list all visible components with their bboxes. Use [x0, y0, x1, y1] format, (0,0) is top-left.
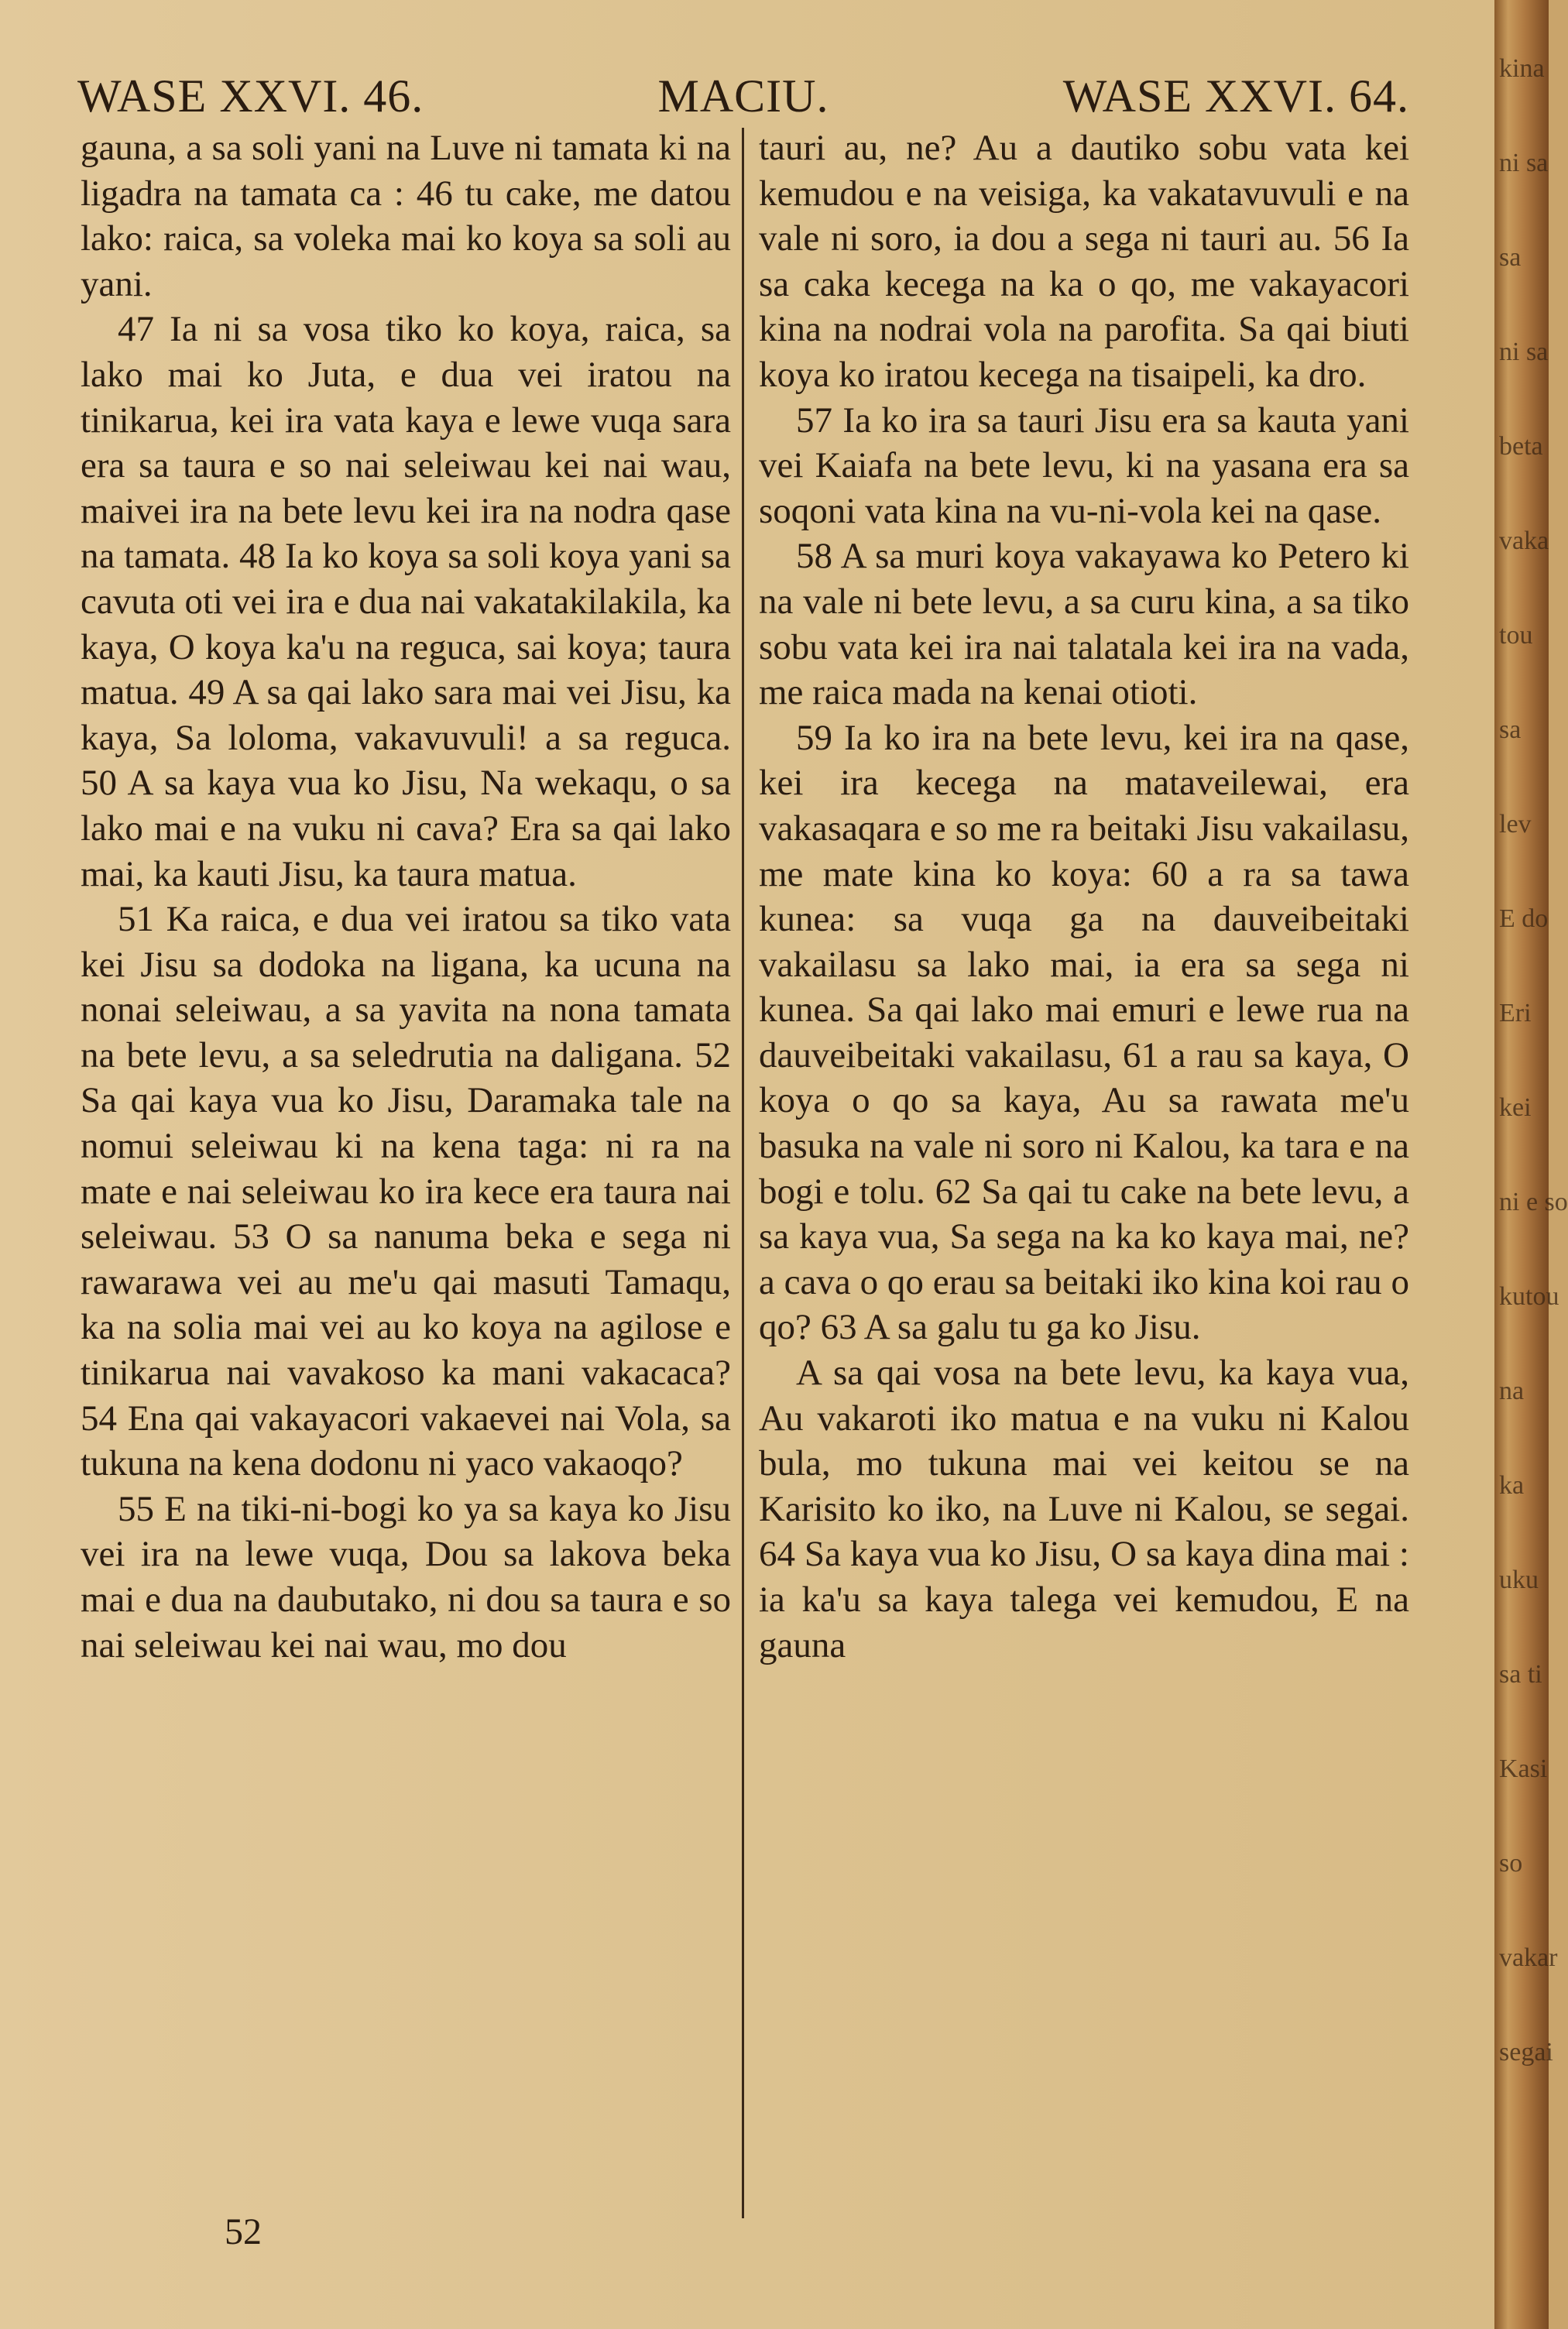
edge-fragment: sa ti [1499, 1660, 1542, 1689]
edge-fragment: beta [1499, 432, 1543, 461]
edge-fragment: ni sa [1499, 149, 1549, 177]
header-left: WASE XXVI. 46. [77, 70, 424, 122]
edge-fragment: uku [1499, 1566, 1539, 1594]
paragraph: 59 Ia ko ira na bete levu, kei ira na qase, kei ira kecega na mataveilewai, era vakasaqara e so me ra beitaki Jisu vakailasu, me mate kina ko koya: 60 a ra sa tawa kunea: sa vuqa ga na dauveibeitaki vakailasu sa lako mai, ia era sa sega ni kunea. Sa qai lako mai emuri e lewe rua na dauveibeitaki vakailasu, 61 a rau sa kaya, O koya o qo sa kaya, Au sa rawata me'u basuka na vale ni soro ni Kalou, ka tara e na bogi e tolu. 62 Sa qai tu cake na bete levu, a sa kaya vua, Sa sega na ka ko kaya mai, ne? a cava o qo erau sa beitaki iko kina koi rau o qo? 63 A sa galu tu ga ko Jisu. [759, 717, 1409, 1348]
edge-fragment: ni e so [1499, 1188, 1568, 1216]
page-number: 52 [225, 2211, 262, 2252]
edge-fragment: Kasi [1499, 1754, 1548, 1783]
running-header [77, 70, 1409, 132]
edge-fragment: kutou [1499, 1282, 1559, 1311]
paragraph: gauna, a sa soli yani na Luve ni tamata ki na ligadra na tamata ca : 46 tu cake, me datou lako: raica, sa voleka mai ko koya sa soli au yani. [81, 128, 731, 304]
paragraph: 51 Ka raica, e dua vei iratou sa tiko vata kei Jisu sa dodoka na ligana, ka ucuna na nonai seleiwau, a sa yavita na nona tamata na bete levu, a sa seledrutia na daligana. 52 Sa qai kaya vua ko Jisu, Daramaka tale na nomui seleiwau ki na kena taga: ni ra na mate e nai seleiwau ko ira kece era taura nai seleiwau. 53 O sa nanuma beka e sega ni rawarawa vei au me'u qai masuti Tamaqu, ka na solia mai vei au ko koya na agilose e tinikarua nai vavakoso ka mani vakacaca? 54 Ena qai vakayacori vakaevei nai Vola, sa tukuna na kena dodonu ni yaco vakaoqo? [81, 899, 731, 1484]
edge-fragment: kei [1499, 1093, 1532, 1122]
column-divider [742, 128, 744, 2218]
header-title: MACIU. [657, 70, 829, 122]
edge-fragment: ni sa [1499, 338, 1549, 366]
edge-fragment: vakar [1499, 1943, 1558, 1972]
edge-fragment: E do [1499, 904, 1549, 933]
right-column [759, 125, 1409, 1668]
edge-fragment: sa [1499, 243, 1522, 272]
adjacent-page-edge [1494, 0, 1568, 2329]
paragraph: 57 Ia ko ira sa tauri Jisu era sa kauta yani vei Kaiafa na bete levu, ki na yasana era sa soqoni vata kina na vu-ni-vola kei na qase. [759, 400, 1409, 531]
paragraph: 58 A sa muri koya vakayawa ko Petero ki na vale ni bete levu, a sa curu kina, a sa tiko sobu vata kei ira nai talatala kei ira na vada, me raica mada na kenai otioti. [759, 536, 1409, 713]
edge-fragment: tou [1499, 621, 1533, 650]
paragraph: 55 E na tiki-ni-bogi ko ya sa kaya ko Jisu vei ira na lewe vuqa, Dou sa lakova beka mai e dua na daubutako, ni dou sa taura e so nai seleiwau kei nai wau, mo dou [81, 1488, 731, 1665]
edge-fragment: segai [1499, 2038, 1553, 2067]
edge-fragment: na [1499, 1377, 1525, 1405]
paragraph: 47 Ia ni sa vosa tiko ko koya, raica, sa lako mai ko Juta, e dua vei iratou na tinikarua, kei ira vata kaya e lewe vuqa sara era sa taura e so nai seleiwau kei nai wau, maivei ira na bete levu kei ira na nodra qase na tamata. 48 Ia ko koya sa soli koya yani sa cavuta oti vei ira e dua nai vakatakilakila, ka kaya, O koya ka'u na reguca, sai koya; taura matua. 49 A sa qai lako sara mai vei Jisu, ka kaya, Sa loloma, vakavuvuli! a sa reguca. 50 A sa kaya vua ko Jisu, Na wekaqu, o sa lako mai e na vuku ni cava? Era sa qai lako mai, ka kauti Jisu, ka taura matua. [81, 309, 731, 894]
edge-fragment: ka [1499, 1471, 1525, 1500]
edge-fragment: so [1499, 1849, 1523, 1878]
edge-fragment: sa [1499, 715, 1522, 744]
left-column [81, 125, 731, 1668]
paragraph: A sa qai vosa na bete levu, ka kaya vua, Au vakaroti iko matua e na vuku ni Kalou bula, mo tukuna mai vei keitou se na Karisito ko iko, na Luve ni Kalou, se segai. 64 Sa kaya vua ko Jisu, O sa kaya dina mai : ia ka'u sa kaya talega vei kemudou, E na gauna [759, 1353, 1409, 1665]
edge-fragment: kina [1499, 54, 1545, 83]
paragraph: tauri au, ne? Au a dautiko sobu vata kei kemudou e na veisiga, ka vakatavuvuli e na vale ni soro, ia dou a sega ni tauri au. 56 Ia sa caka kecega na ka o qo, me vakayacori kina na nodrai vola na parofita. Sa qai biuti koya ko iratou kecega na tisaipeli, ka dro. [759, 128, 1409, 395]
edge-fragment: vaka [1499, 527, 1549, 555]
header-right: WASE XXVI. 64. [1062, 70, 1409, 122]
edge-fragment: lev [1499, 810, 1532, 839]
edge-fragment: Eri [1499, 999, 1532, 1027]
